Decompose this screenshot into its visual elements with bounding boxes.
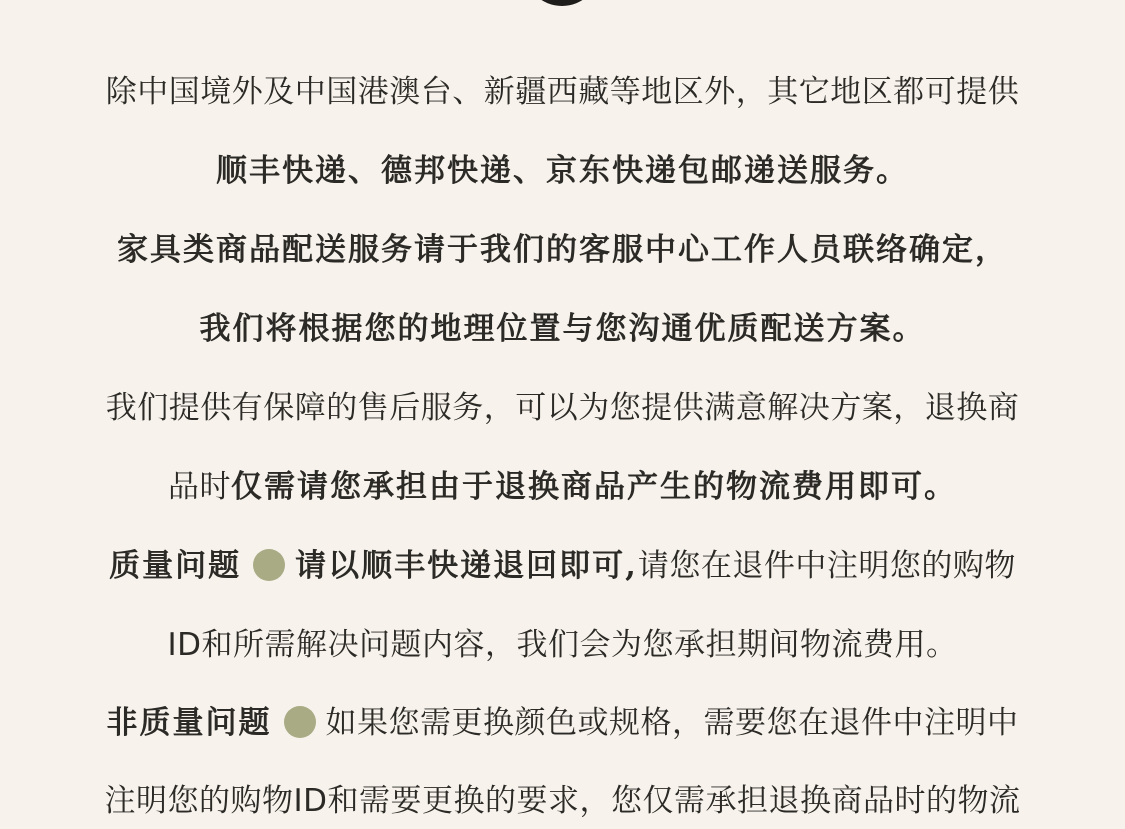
furniture-delivery-line: [0, 230, 1125, 270]
exchange-request-text: 注明您的购物ID和需要更换的要求，您仅需承担退换商品时的物流: [104, 783, 1021, 819]
courier-services-line: [0, 151, 1125, 191]
return-cost-text-end: 仅需请您承担由于退换商品产生的物流费用即可。: [231, 469, 957, 505]
after-sales-text: 我们提供有保障的售后服务，可以为您提供满意解决方案，退换商: [105, 390, 1020, 426]
quality-issue-instruction: 请以顺丰快递退回即可,: [295, 548, 638, 584]
shipping-regions-line: [0, 72, 1125, 112]
furniture-delivery-text: 家具类商品配送服务请于我们的客服中心工作人员联络确定，: [117, 232, 1008, 268]
quality-issue-line: [0, 546, 1125, 586]
shipping-regions-text: 除中国境外及中国港澳台、新疆西藏等地区外，其它地区都可提供: [105, 74, 1020, 110]
exchange-request-line: [0, 781, 1125, 821]
non-quality-issue-text: 如果您需更换颜色或规格，需要您在退件中注明中: [325, 705, 1019, 741]
delivery-plan-line: [0, 309, 1125, 349]
return-cost-line: [0, 467, 1125, 507]
return-cost-text-start: 品时: [168, 469, 231, 505]
courier-services-text: 顺丰快递、德邦快递、京东快递包邮递送服务。: [216, 153, 909, 189]
bullet-dot-icon: [253, 549, 285, 581]
top-circle-decoration: [524, 0, 600, 6]
non-quality-issue-label: 非质量问题: [106, 705, 272, 741]
quality-issue-label: 质量问题: [109, 548, 242, 584]
delivery-plan-text: 我们将根据您的地理位置与您沟通优质配送方案。: [199, 311, 926, 347]
bullet-dot-icon: [284, 706, 316, 738]
quality-issue-detail-line: [0, 625, 1125, 665]
quality-issue-note: 请您在退件中注明您的购物: [637, 548, 1016, 584]
after-sales-line: [0, 388, 1125, 428]
non-quality-issue-line: [0, 703, 1125, 743]
quality-issue-detail-text: ID和所需解决问题内容，我们会为您承担期间物流费用。: [167, 627, 958, 663]
